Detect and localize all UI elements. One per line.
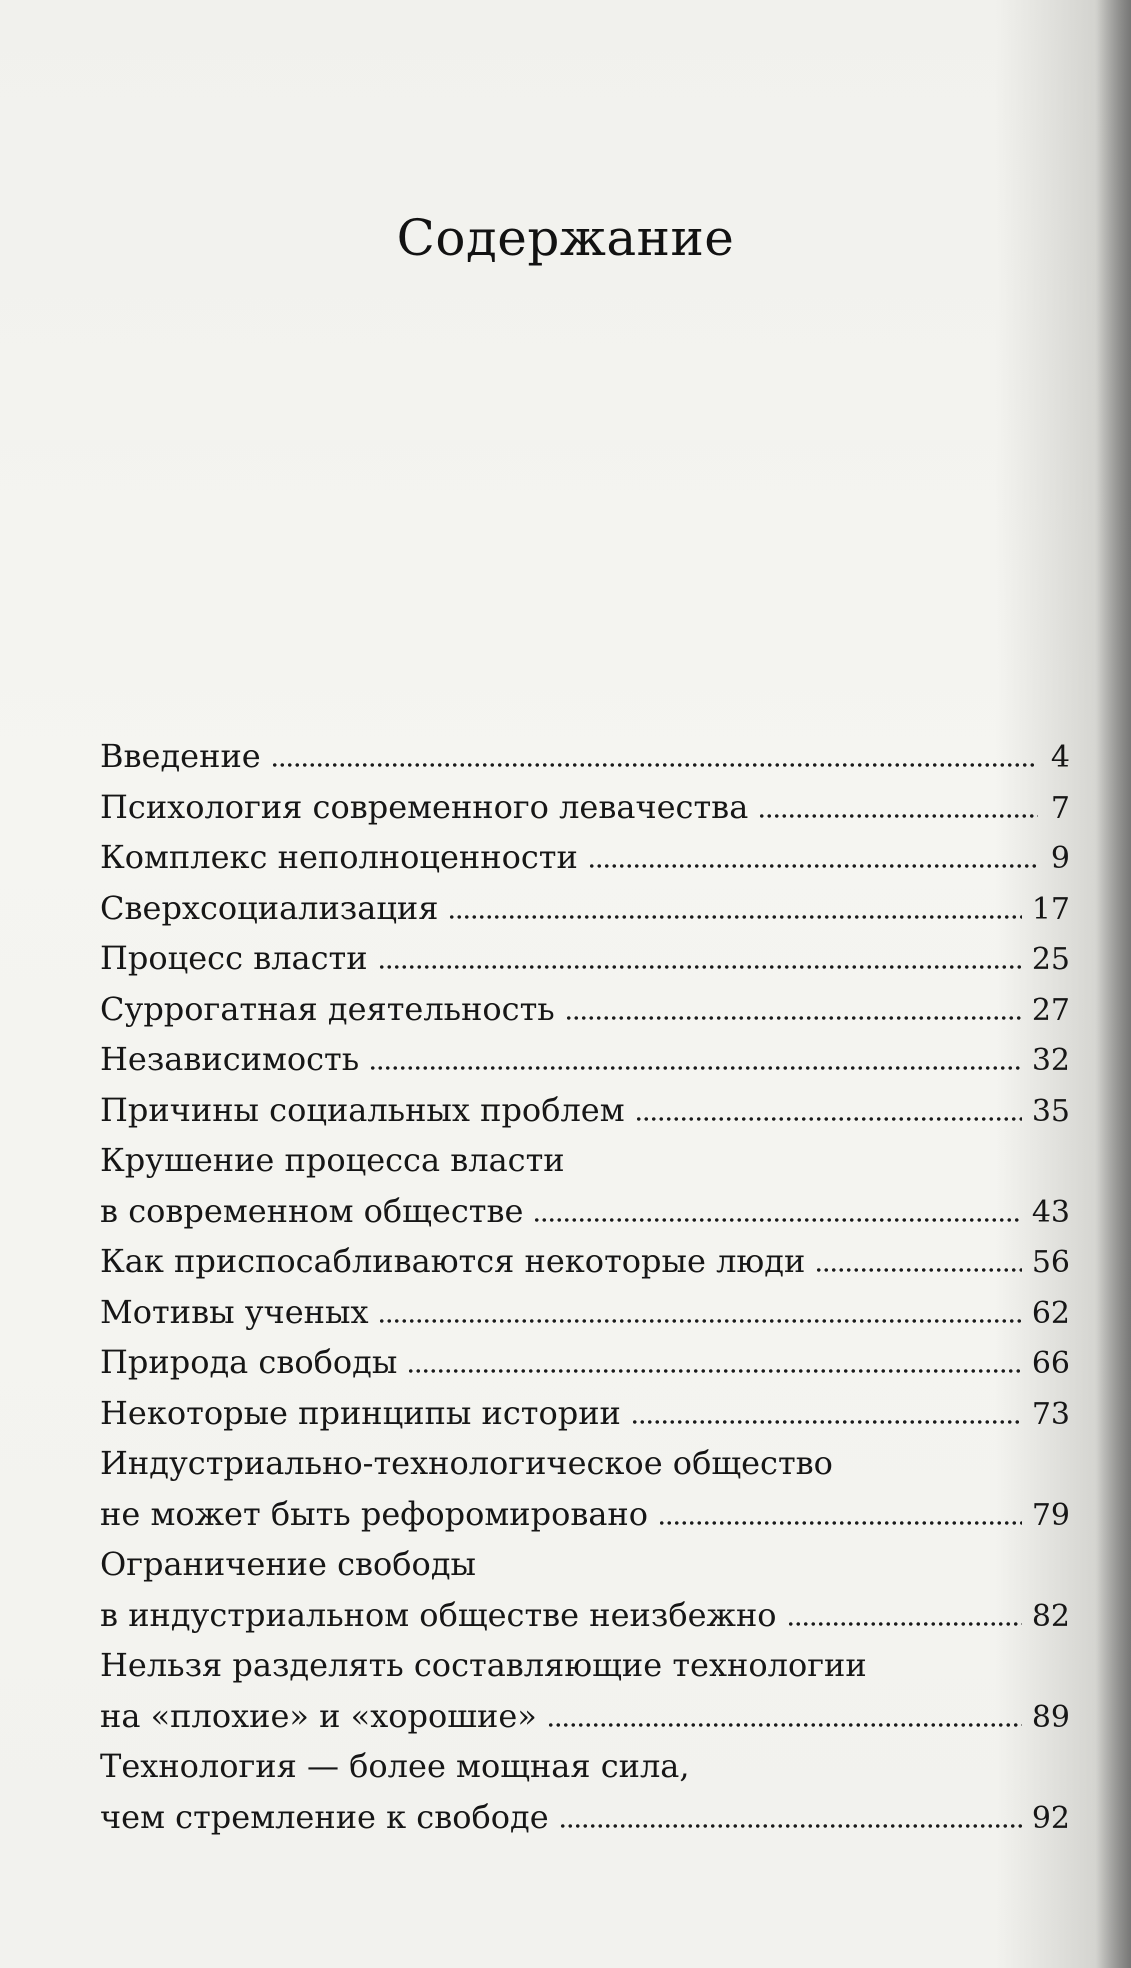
toc-entry <box>100 1539 1070 1640</box>
toc-entry-title: Процесс власти <box>100 939 368 977</box>
toc-line <box>100 1691 1070 1742</box>
dot-leader <box>378 1311 1021 1323</box>
toc-line <box>100 1640 1070 1691</box>
toc-line <box>100 933 1070 984</box>
toc-entry-title: чем стремление к свободе <box>100 1797 549 1836</box>
toc-line <box>100 1438 1070 1489</box>
page-edge-shadow <box>1095 0 1131 1968</box>
toc-page-number: 4 <box>1050 740 1070 775</box>
toc-page-number: 25 <box>1031 942 1070 977</box>
toc-page-number: 66 <box>1031 1346 1070 1381</box>
toc-entry <box>100 1034 1070 1085</box>
toc-line <box>100 1034 1070 1085</box>
toc-line <box>100 883 1070 934</box>
toc-entry <box>100 1287 1070 1338</box>
toc-entry <box>100 883 1070 934</box>
dot-leader <box>533 1210 1021 1222</box>
toc-entry <box>100 1135 1070 1236</box>
toc-line <box>100 1489 1070 1540</box>
dot-leader <box>758 806 1038 818</box>
toc-line <box>100 832 1070 883</box>
toc-page-number: 62 <box>1031 1295 1070 1331</box>
toc-entry-title: Независимость <box>100 1040 360 1078</box>
toc-line <box>100 1590 1070 1641</box>
toc-entry-title: Ограничение свободы <box>100 1545 476 1583</box>
toc-page-number: 89 <box>1031 1699 1070 1735</box>
dot-leader <box>271 755 1038 767</box>
dot-leader <box>547 1715 1022 1727</box>
toc-line <box>100 1741 1070 1792</box>
toc-entry-title: Как приспосабливаются некоторые люди <box>100 1242 806 1280</box>
toc-entry-title: Психология современного левачества <box>100 787 749 826</box>
toc-line <box>100 1792 1070 1843</box>
toc-entry-title: Некоторые принципы истории <box>100 1393 621 1432</box>
dot-leader <box>815 1260 1022 1272</box>
toc-entry-title: Крушение процесса власти <box>100 1141 565 1179</box>
toc-entry-title: в индустриальном обществе неизбежно <box>100 1595 777 1634</box>
toc-line <box>100 1085 1070 1136</box>
toc-entry-title: не может быть рефоромировано <box>100 1494 649 1533</box>
toc-entry-title: Мотивы ученых <box>100 1292 369 1331</box>
toc-line <box>100 1135 1070 1186</box>
toc-entry <box>100 1337 1070 1388</box>
toc-line <box>100 1287 1070 1338</box>
table-of-contents <box>100 731 1070 1842</box>
toc-entry <box>100 731 1070 782</box>
dot-leader <box>635 1109 1022 1121</box>
dot-leader <box>559 1816 1022 1828</box>
dot-leader <box>378 957 1022 969</box>
page-title: Содержание <box>396 208 735 267</box>
toc-line <box>100 1236 1070 1287</box>
toc-entry-title: в современном обществе <box>100 1191 524 1230</box>
dot-leader <box>631 1412 1022 1424</box>
toc-line <box>100 1539 1070 1590</box>
dot-leader <box>658 1513 1022 1525</box>
toc-line <box>100 731 1070 782</box>
toc-entry-title: Комплекс неполноценности <box>100 838 578 876</box>
toc-entry <box>100 933 1070 984</box>
dot-leader <box>565 1008 1022 1020</box>
toc-page-number: 35 <box>1031 1093 1070 1129</box>
toc-page-number: 79 <box>1031 1497 1070 1533</box>
toc-line <box>100 984 1070 1035</box>
toc-entry-title: Природа свободы <box>100 1343 398 1381</box>
toc-entry-title: на «плохие» и «хорошие» <box>100 1696 537 1735</box>
toc-page-number: 27 <box>1031 992 1070 1028</box>
dot-leader <box>407 1361 1021 1373</box>
toc-page-number: 73 <box>1031 1396 1070 1432</box>
dot-leader <box>369 1058 1022 1070</box>
dot-leader <box>787 1614 1022 1626</box>
toc-entry <box>100 984 1070 1035</box>
toc-line <box>100 782 1070 833</box>
dot-leader <box>588 856 1038 868</box>
toc-entry <box>100 1388 1070 1439</box>
toc-page-number: 56 <box>1031 1245 1070 1280</box>
toc-line <box>100 1388 1070 1439</box>
toc-entry-title: Технология — более мощная сила, <box>100 1747 690 1785</box>
toc-entry <box>100 1236 1070 1287</box>
toc-entry-title: Нельзя разделять составляющие технологии <box>100 1646 867 1684</box>
toc-page-number: 82 <box>1031 1598 1070 1634</box>
toc-entry-title: Индустриально-технологическое общество <box>100 1444 833 1482</box>
dot-leader <box>448 907 1021 919</box>
toc-line <box>100 1186 1070 1237</box>
toc-page-number: 92 <box>1031 1800 1070 1836</box>
toc-entry <box>100 1640 1070 1741</box>
toc-page-number: 17 <box>1031 891 1070 927</box>
toc-entry <box>100 832 1070 883</box>
toc-entry-title: Сверхсоциализация <box>100 888 439 927</box>
toc-page-number: 32 <box>1031 1043 1070 1078</box>
toc-entry-title: Причины социальных проблем <box>100 1090 625 1129</box>
toc-entry <box>100 1438 1070 1539</box>
toc-entry-title: Введение <box>100 737 261 775</box>
toc-page-number: 7 <box>1050 790 1070 826</box>
toc-line <box>100 1337 1070 1388</box>
toc-entry <box>100 1741 1070 1842</box>
toc-entry-title: Суррогатная деятельность <box>100 989 555 1028</box>
toc-entry <box>100 782 1070 833</box>
toc-entry <box>100 1085 1070 1136</box>
toc-page-number: 9 <box>1050 841 1070 876</box>
toc-page-number: 43 <box>1031 1194 1070 1230</box>
